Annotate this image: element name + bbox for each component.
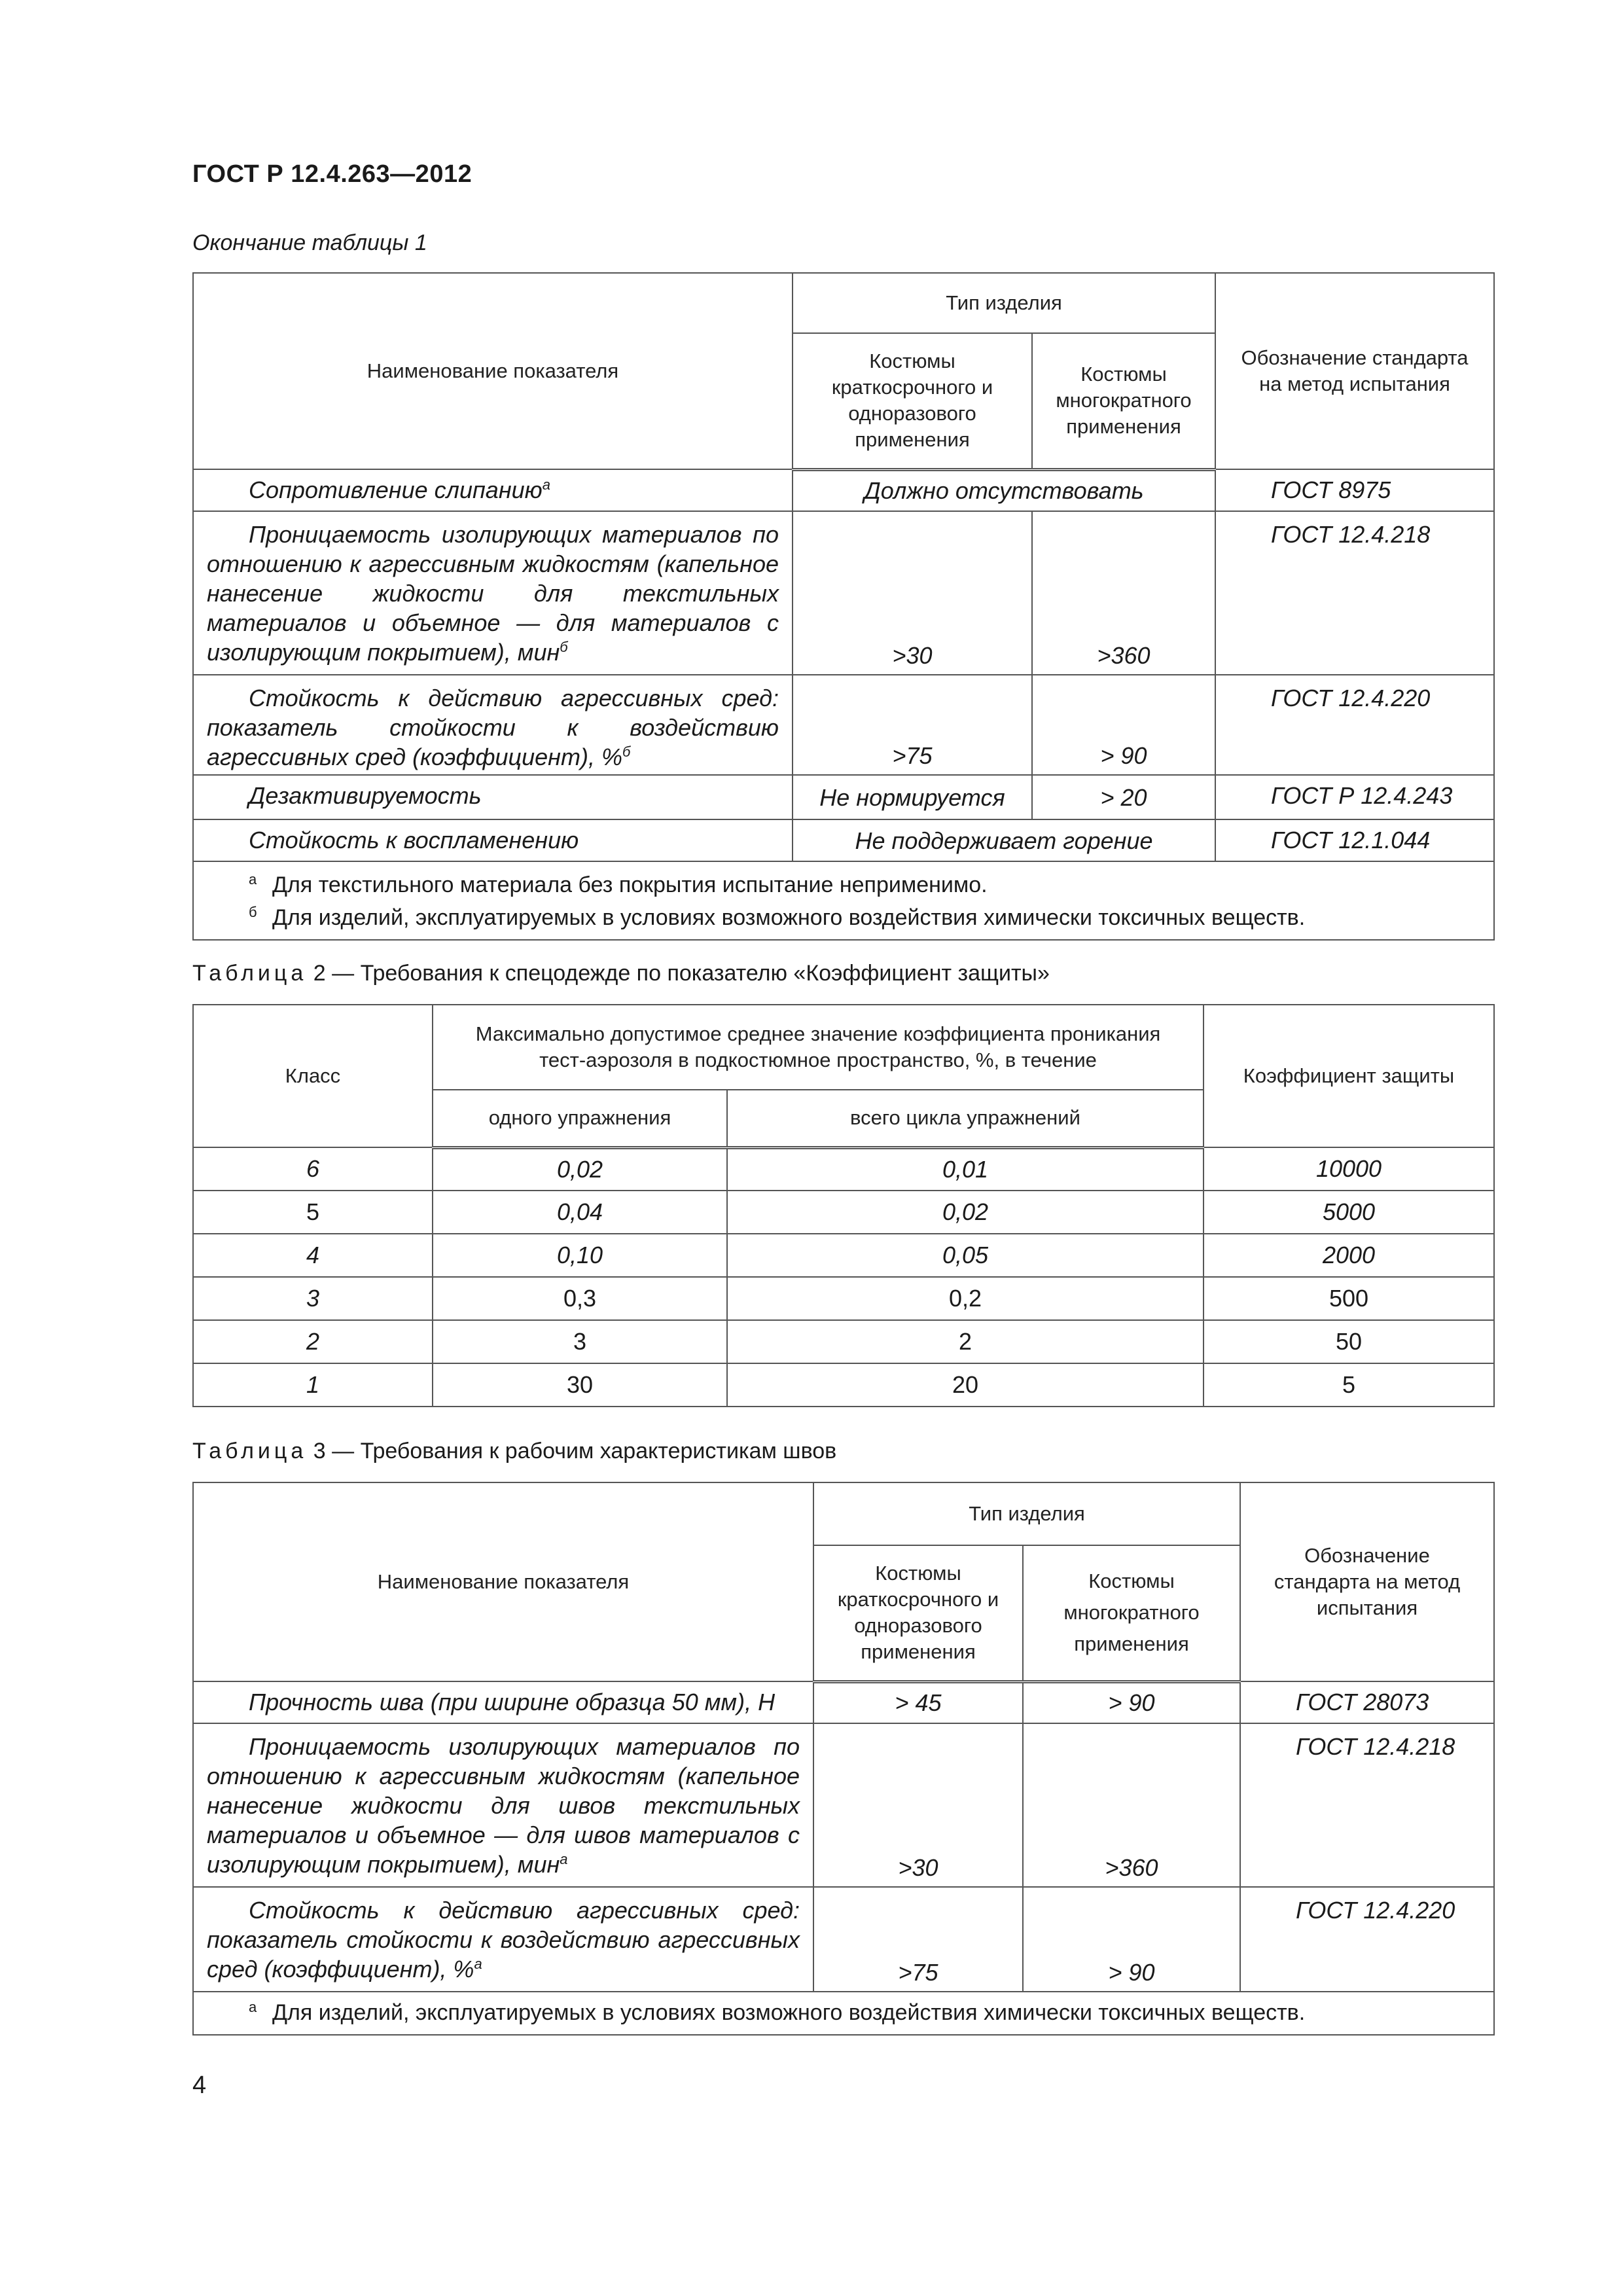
t3-header-short: Костюмы краткосрочного и одноразового применения — [813, 1545, 1023, 1681]
t2-cell: 10000 — [1204, 1147, 1494, 1191]
t1-row5-merged: Не поддерживает горение — [793, 819, 1215, 861]
t3-row2-multi: >360 — [1023, 1723, 1240, 1887]
t3-header-multi: Костюмы многократного применения — [1023, 1545, 1240, 1681]
t1-row2-multi: >360 — [1032, 511, 1215, 675]
t1-row3-name: Стойкость к действию агрессивных сред: показатель стойкости к воздействию агрессивных сред (коэффициент), % — [207, 685, 779, 770]
t1-row3-short: >75 — [793, 675, 1032, 775]
t2-cell: 0,3 — [433, 1277, 727, 1320]
t1-row3-multi: > 90 — [1032, 675, 1215, 775]
table-row — [193, 1363, 1494, 1407]
t1-row3-standard: ГОСТ 12.4.220 — [1215, 675, 1494, 775]
t1-row2-name: Проницаемость изолирующих материалов по отношению к агрессивным жидкостям (капельное нанесение жидкости для текстильных материалов и объемное — для материалов с изолирующим покрытием), мин — [207, 521, 779, 666]
t2-cell: 5 — [193, 1191, 433, 1234]
t3-row1-short: > 45 — [813, 1681, 1023, 1723]
table-row — [193, 1234, 1494, 1277]
t2-cell: 4 — [193, 1234, 433, 1277]
table-row — [193, 675, 1494, 775]
page-number: 4 — [192, 2072, 207, 2099]
t2-cell: 0,02 — [433, 1147, 727, 1191]
t1-header-short: Костюмы краткосрочного и одноразового применения — [793, 333, 1032, 469]
t2-header-class: Класс — [193, 1005, 433, 1147]
table-row — [193, 819, 1494, 861]
t3-row1-name: Прочность шва (при ширине образца 50 мм), Н — [249, 1689, 776, 1715]
table-row — [193, 511, 1494, 675]
t2-cell: 50 — [1204, 1320, 1494, 1363]
table-row — [193, 1887, 1494, 1992]
t3-row2-sup: а — [560, 1851, 568, 1867]
t1-row2-sup: б — [560, 639, 568, 655]
t2-cell: 3 — [433, 1320, 727, 1363]
t3-header-type: Тип изделия — [813, 1482, 1240, 1545]
t3-row1-standard: ГОСТ 28073 — [1240, 1681, 1494, 1723]
t1-row4-short: Не нормируется — [793, 775, 1032, 819]
table3 — [192, 1482, 1495, 2036]
t3-row2-name: Проницаемость изолирующих материалов по отношению к агрессивным жидкостям (капельное нанесение жидкости для швов текстильных материалов и объемное — для швов материалов с изолирующим покрытием), мин — [207, 1733, 800, 1878]
t1-row2-standard: ГОСТ 12.4.218 — [1215, 511, 1494, 675]
t2-cell: 5 — [1204, 1363, 1494, 1407]
t1-row4-standard: ГОСТ Р 12.4.243 — [1215, 775, 1494, 819]
t2-cell: 0,2 — [727, 1277, 1204, 1320]
t1-row1-merged: Должно отсутствовать — [793, 469, 1215, 511]
table-row — [193, 1723, 1494, 1887]
t1-footnotes — [193, 861, 1494, 940]
table3-caption: Таблица 3 — Требования к рабочим характеристикам швов — [192, 1439, 837, 1463]
table1 — [192, 272, 1495, 941]
t2-header-one: одного упражнения — [433, 1090, 727, 1147]
t2-cell: 2 — [193, 1320, 433, 1363]
t2-cell: 0,01 — [727, 1147, 1204, 1191]
t1-row1-name: Сопротивление слипанию — [249, 476, 543, 503]
t3-header-name: Наименование показателя — [193, 1482, 813, 1681]
t1-row4-multi: > 20 — [1032, 775, 1215, 819]
t1-row1-standard: ГОСТ 8975 — [1215, 469, 1494, 511]
t1-row1-sup: а — [542, 476, 550, 493]
t3-row2-standard: ГОСТ 12.4.218 — [1240, 1723, 1494, 1887]
t3-footnote-a: а Для изделий, эксплуатируемых в условиях возможного воздействия химически токсичных веществ. — [249, 1998, 1306, 2025]
t2-cell: 1 — [193, 1363, 433, 1407]
document-header: ГОСТ Р 12.4.263—2012 — [192, 160, 473, 188]
table-row — [193, 1147, 1494, 1191]
t2-cell: 0,10 — [433, 1234, 727, 1277]
t3-row3-short: >75 — [813, 1887, 1023, 1992]
t3-row3-name: Стойкость к действию агрессивных сред: показатель стойкости к воздействию агрессивных сред (коэффициент), % — [207, 1897, 800, 1982]
t2-header-max: Максимально допустимое среднее значение коэффициента проникания тест-аэрозоля в подкостюмное пространство, %, в течение — [433, 1005, 1204, 1090]
t1-row2-short: >30 — [793, 511, 1032, 675]
t3-row2-short: >30 — [813, 1723, 1023, 1887]
t1-row4-name: Дезактивируемость — [249, 782, 482, 809]
table-row — [193, 1191, 1494, 1234]
t2-cell: 2 — [727, 1320, 1204, 1363]
t2-cell: 20 — [727, 1363, 1204, 1407]
t2-cell: 6 — [193, 1147, 433, 1191]
t1-footnote-a: а Для текстильного материала без покрытия испытание неприменимо. — [249, 870, 988, 897]
table-row — [193, 1277, 1494, 1320]
t2-cell: 0,04 — [433, 1191, 727, 1234]
table-row — [193, 775, 1494, 819]
t2-cell: 0,05 — [727, 1234, 1204, 1277]
t1-header-standard: Обозначение стандарта на метод испытания — [1215, 273, 1494, 469]
t2-header-cycle: всего цикла упражнений — [727, 1090, 1204, 1147]
t1-footnote-b: б Для изделий, эксплуатируемых в условиях возможного воздействия химически токсичных веществ. — [249, 903, 1306, 930]
t2-cell: 3 — [193, 1277, 433, 1320]
t3-row3-multi: > 90 — [1023, 1887, 1240, 1992]
table-row — [193, 1681, 1494, 1723]
t2-cell: 30 — [433, 1363, 727, 1407]
t2-cell: 2000 — [1204, 1234, 1494, 1277]
t2-header-coef: Коэффициент защиты — [1204, 1005, 1494, 1147]
t3-row3-sup: а — [474, 1956, 482, 1972]
t2-cell: 5000 — [1204, 1191, 1494, 1234]
t1-header-multi: Костюмы многократного применения — [1032, 333, 1215, 469]
t3-row3-standard: ГОСТ 12.4.220 — [1240, 1887, 1494, 1992]
table-row — [193, 469, 1494, 511]
t3-header-standard: Обозначение стандарта на метод испытания — [1240, 1482, 1494, 1681]
table2 — [192, 1004, 1495, 1407]
t1-header-type: Тип изделия — [793, 273, 1215, 333]
t1-row3-sup: б — [622, 744, 631, 760]
table-row — [193, 1320, 1494, 1363]
table1-caption: Окончание таблицы 1 — [192, 230, 427, 255]
t1-row5-name: Стойкость к воспламенению — [249, 827, 579, 853]
t2-cell: 0,02 — [727, 1191, 1204, 1234]
t2-cell: 500 — [1204, 1277, 1494, 1320]
table2-caption: Таблица 2 — Требования к спецодежде по показателю «Коэффициент защиты» — [192, 961, 1050, 986]
t1-row5-standard: ГОСТ 12.1.044 — [1215, 819, 1494, 861]
t3-footnotes — [193, 1992, 1494, 2035]
t1-header-name: Наименование показателя — [193, 273, 793, 469]
t3-row1-multi: > 90 — [1023, 1681, 1240, 1723]
